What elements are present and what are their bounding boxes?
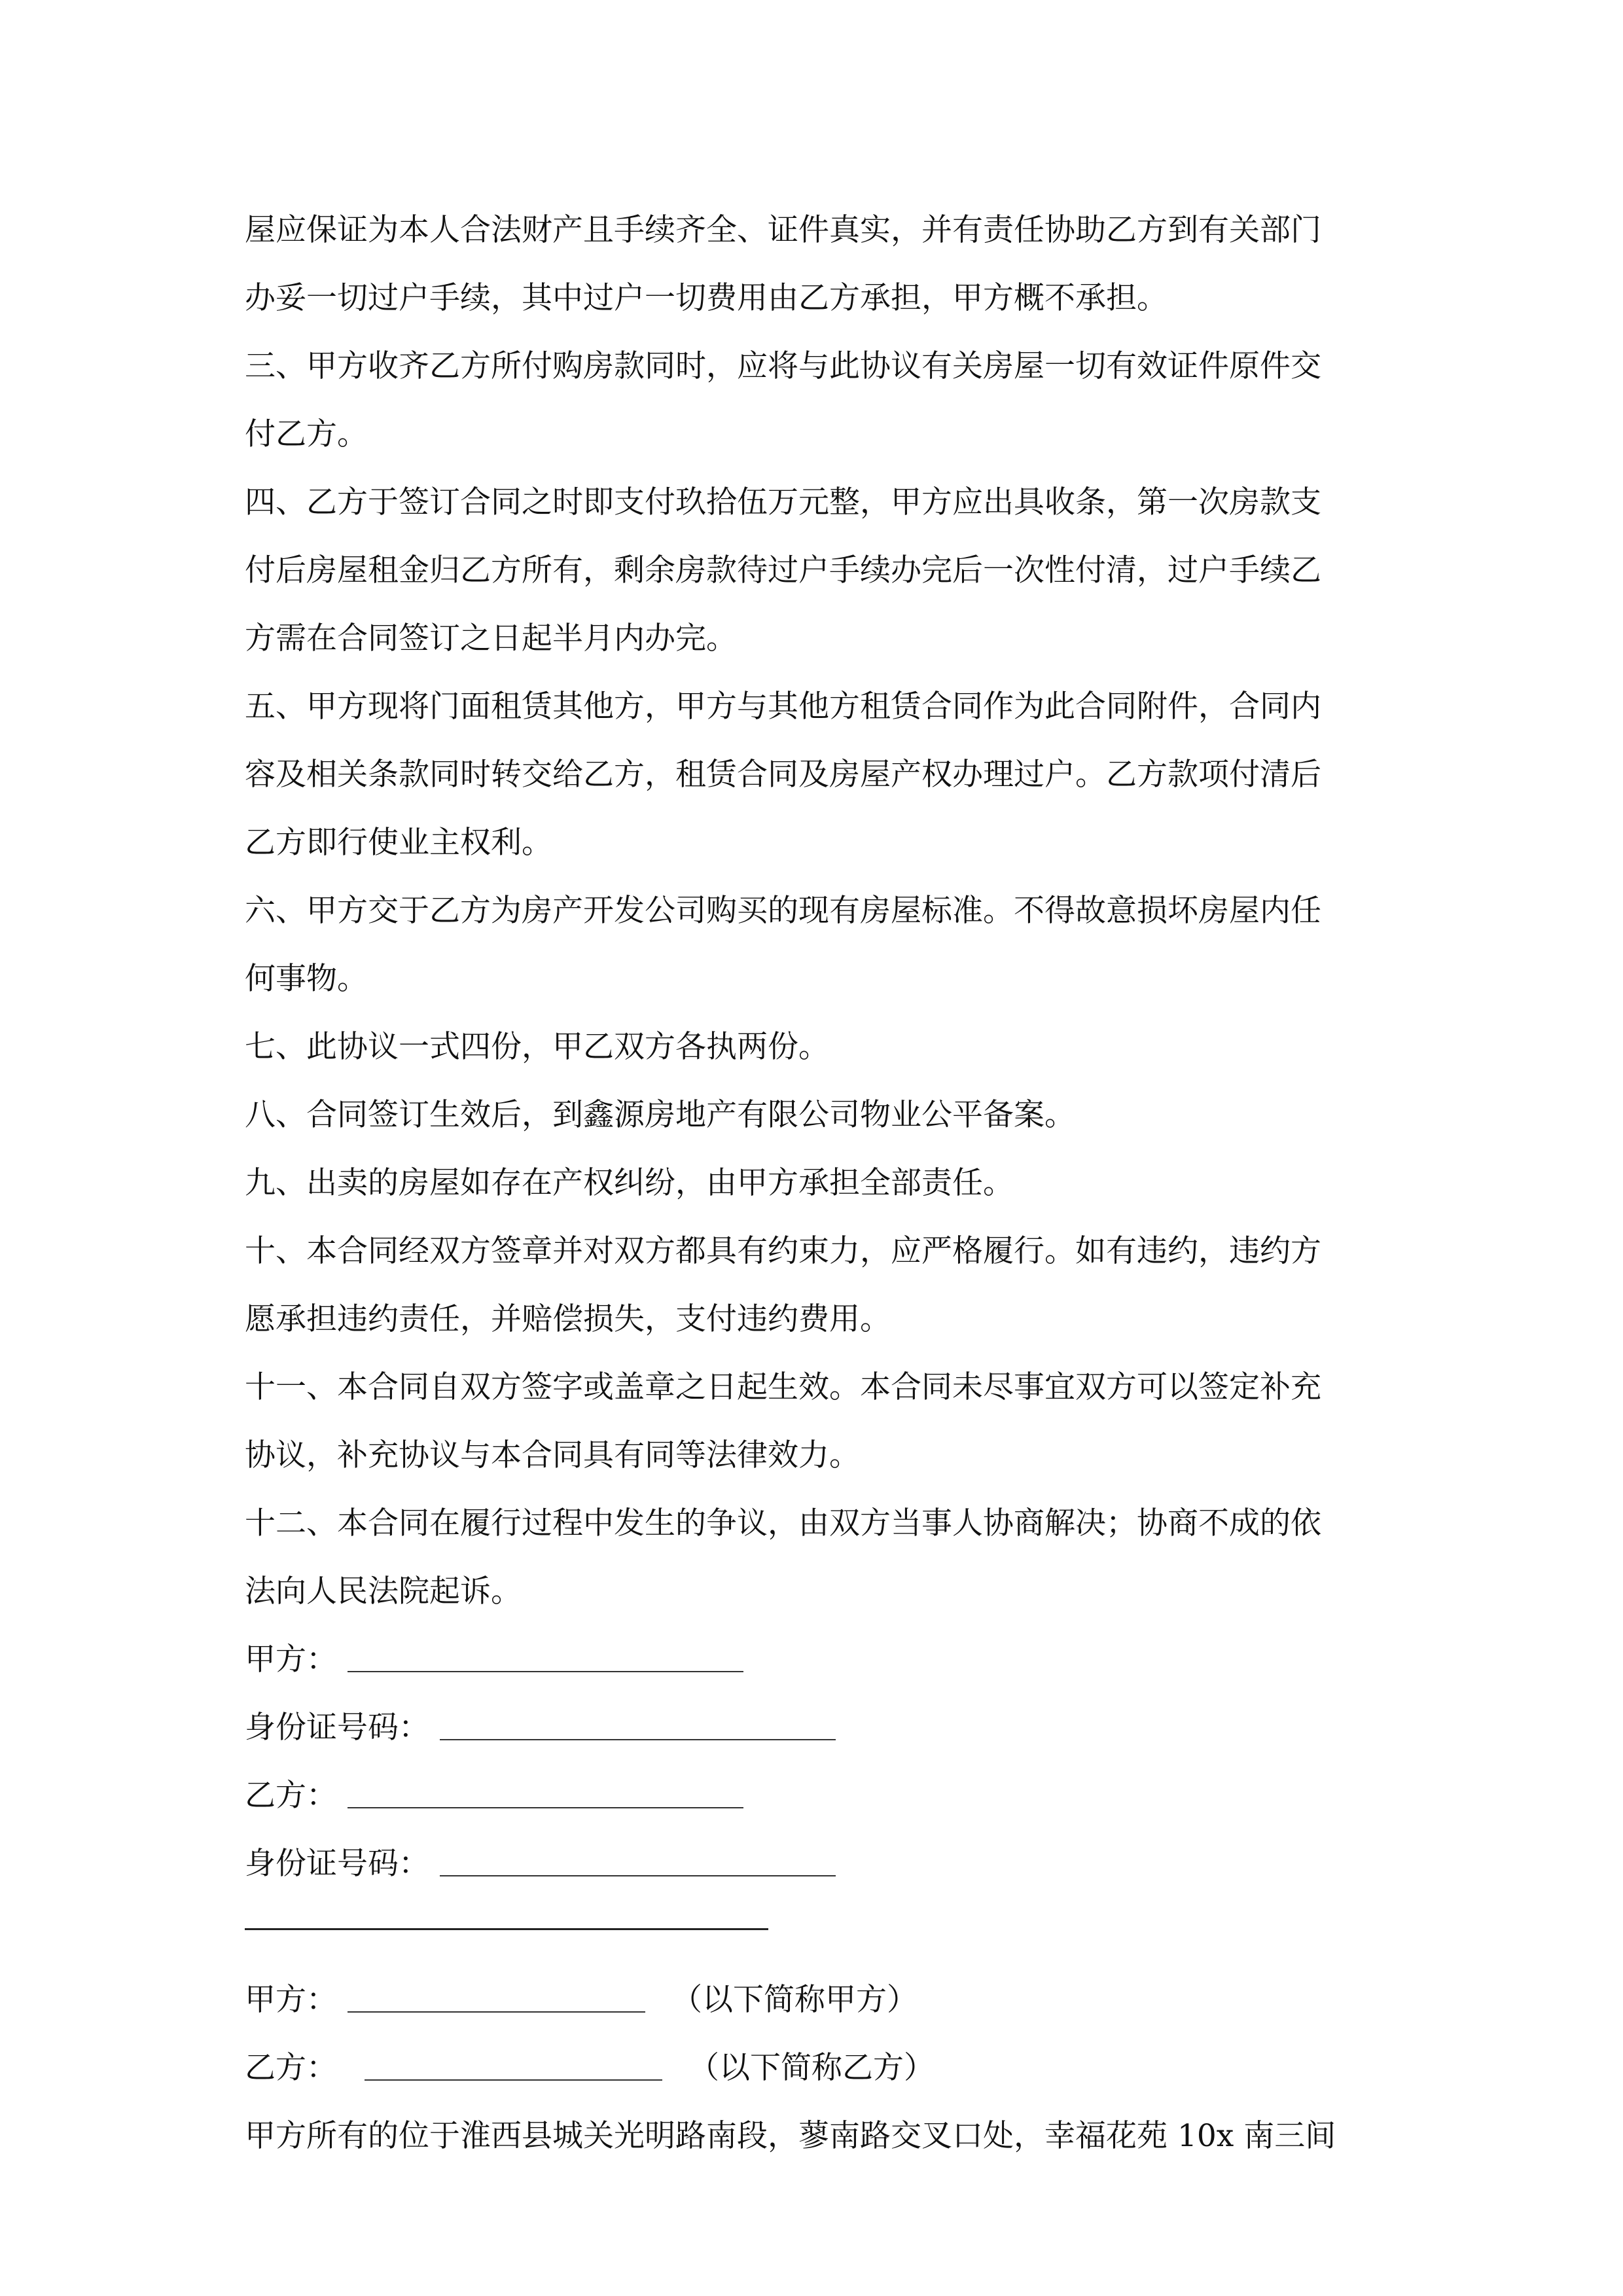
clause-8-line: 八、合同签订生效后，到鑫源房地产有限公司物业公平备案。 [245,1097,1075,1133]
clause-4-line: 付后房屋租金归乙方所有，剩余房款待过户手续办完后一次性付清，过户手续乙 [245,552,1321,588]
document-body [245,196,1383,2170]
next-party-a-note: （以下简称甲方） [671,1982,918,2018]
clause-11-line: 协议，补充协议与本合同具有同等法律效力。 [245,1437,860,1473]
party-b-id-row [245,1830,1383,1898]
party-b-label: 乙方： [245,1778,337,1814]
party-b-signature-row [245,1762,1383,1830]
clause-6-line: 何事物。 [245,961,368,997]
party-b-id-blank[interactable] [440,1845,836,1876]
clause-5-line: 容及相关条款同时转交给乙方，租赁合同及房屋产权办理过户。乙方款项付清后 [245,757,1321,793]
next-party-a-label: 甲方： [245,1982,337,2018]
clause-4-line: 四、乙方于签订合同之时即支付玖拾伍万元整，甲方应出具收条，第一次房款支 [245,484,1321,520]
clause-4-line: 方需在合同签订之日起半月内办完。 [245,620,737,656]
clause-3-line: 三、甲方收齐乙方所付购房款同时，应将与此协议有关房屋一切有效证件原件交 [245,348,1321,384]
clause-11-line: 十一、本合同自双方签字或盖章之日起生效。本合同未尽事宜双方可以签定补充 [245,1369,1321,1405]
paragraph-line: 屋应保证为本人合法财产且手续齐全、证件真实，并有责任协助乙方到有关部门 [245,212,1321,248]
party-a-signature-row [245,1626,1383,1694]
party-a-id-blank[interactable] [440,1709,836,1740]
party-a-id-row [245,1694,1383,1762]
next-party-a-row [245,1966,1383,2034]
clause-3-line: 付乙方。 [245,416,368,452]
party-a-label: 甲方： [245,1641,337,1677]
section-divider [245,1898,1383,1966]
party-b-signature-blank[interactable] [348,1777,743,1808]
clause-6-line: 六、甲方交于乙方为房产开发公司购买的现有房屋标准。不得故意损坏房屋内任 [245,893,1321,929]
paragraph-line: 办妥一切过户手续，其中过户一切费用由乙方承担，甲方概不承担。 [245,280,1168,316]
divider-line [245,1928,768,1930]
clause-5-line: 乙方即行使业主权利。 [245,825,552,861]
clause-7-line: 七、此协议一式四份，甲乙双方各执两份。 [245,1029,829,1065]
party-a-id-label: 身份证号码： [245,1710,429,1746]
clause-10-line: 十、本合同经双方签章并对双方都具有约束力，应严格履行。如有违约，违约方 [245,1233,1321,1269]
clause-12-line: 十二、本合同在履行过程中发生的争议，由双方当事人协商解决；协商不成的依 [245,1505,1321,1541]
clause-9-line: 九、出卖的房屋如存在产权纠纷，由甲方承担全部责任。 [245,1165,1014,1201]
next-contract-opening-line: 甲方所有的位于淮西县城关光明路南段，蓼南路交叉口处，幸福花苑 10x 南三间 [245,2118,1336,2154]
clause-12-line: 法向人民法院起诉。 [245,1573,522,1609]
next-party-b-label: 乙方： [245,2050,337,2086]
next-party-a-blank[interactable] [348,1981,645,2013]
next-party-b-note: （以下简称乙方） [688,2050,935,2086]
party-a-signature-blank[interactable] [348,1641,743,1672]
clause-5-line: 五、甲方现将门面租赁其他方，甲方与其他方租赁合同作为此合同附件，合同内 [245,689,1321,725]
party-b-id-label: 身份证号码： [245,1846,429,1882]
clause-10-line: 愿承担违约责任，并赔偿损失，支付违约费用。 [245,1301,891,1337]
next-party-b-blank[interactable] [365,2049,662,2081]
next-party-b-row [245,2034,1383,2102]
